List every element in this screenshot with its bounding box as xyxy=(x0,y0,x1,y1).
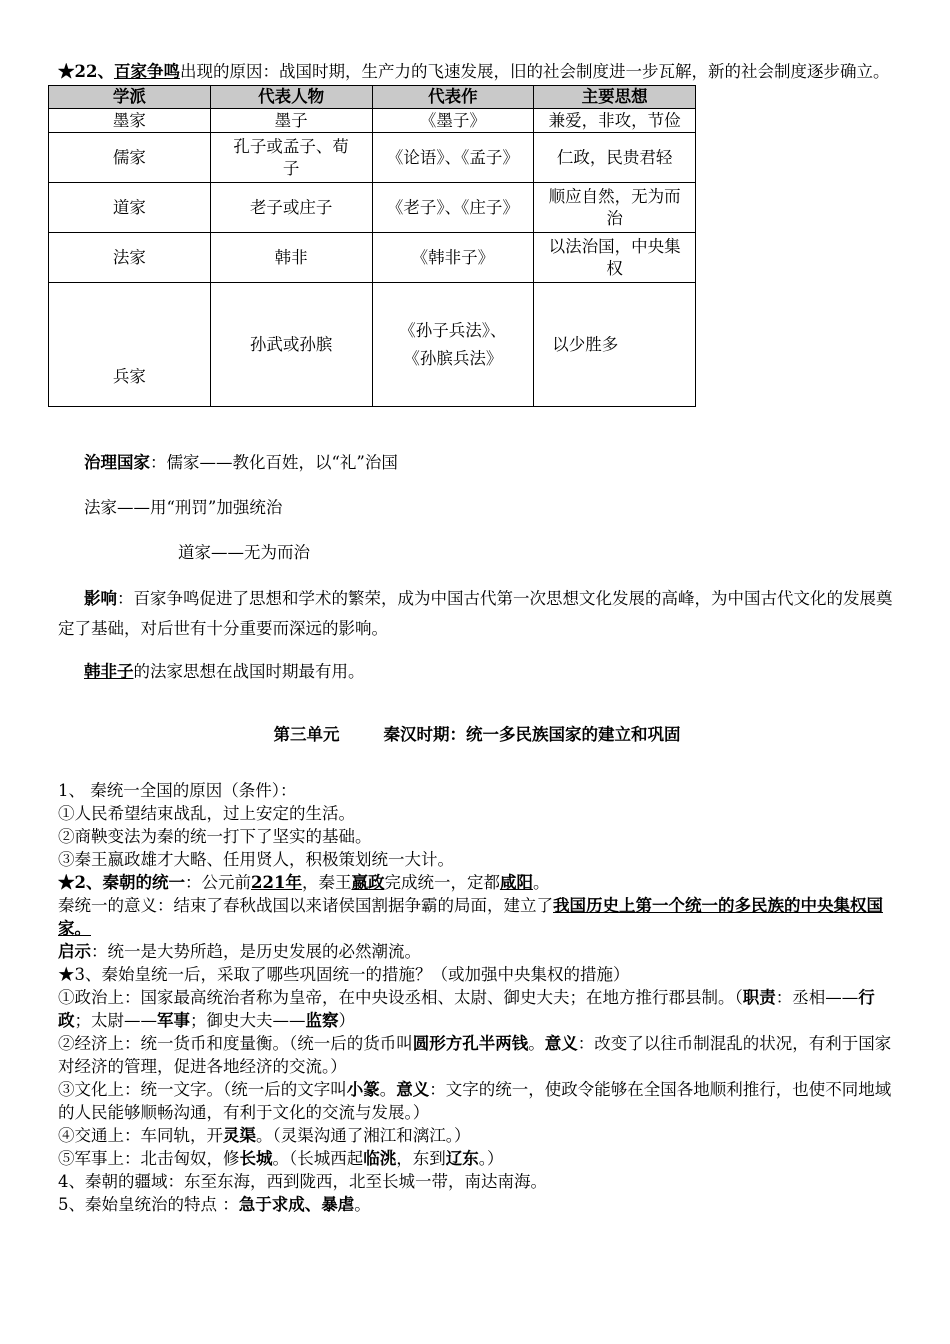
governance-label: 治理国家 xyxy=(84,453,150,472)
measure-text: 。） xyxy=(478,1149,504,1168)
measure-text: ；御史大夫—— xyxy=(190,1011,306,1030)
table-row xyxy=(49,183,696,233)
table-header-cell: 代表人物 xyxy=(210,86,372,109)
table-cell: 儒家 xyxy=(49,133,211,183)
table-cell: 法家 xyxy=(49,233,211,283)
insight xyxy=(58,940,896,963)
measure-text: ；太尉—— xyxy=(74,1011,157,1030)
governance-line: 道家——无为而治 xyxy=(178,543,310,562)
table-header-row xyxy=(49,86,696,109)
hanfei-term: 韩非子 xyxy=(84,662,134,681)
q2-text: 完成统一，定都 xyxy=(384,873,500,892)
measure-key: 监察 xyxy=(305,1011,339,1030)
table-header-cell: 代表作 xyxy=(372,86,534,109)
table-cell: 孙武或孙膑 xyxy=(210,283,372,407)
measure-text: 。（灵渠沟通了湘江和漓江。） xyxy=(256,1126,471,1145)
question-5 xyxy=(58,1193,896,1216)
reason-item: ①人民希望结束战乱，过上安定的生活。 xyxy=(58,804,355,823)
q2-king: 嬴政 xyxy=(351,873,385,892)
measure-text: ②经济上：统一货币和度量衡。（统一后的货币叫 xyxy=(58,1034,413,1053)
table-cell: 《老子》、《庄子》 xyxy=(372,183,534,233)
q5-text: 5、秦始皇统治的特点 ： xyxy=(58,1195,239,1214)
table-cell: 兼爱，非攻，节俭 xyxy=(534,109,696,133)
measure-key: 临洮 xyxy=(363,1149,397,1168)
table-cell: 《孙子兵法》、《孙膑兵法》 xyxy=(372,283,534,407)
table-cell: 仁政，民贵君轻 xyxy=(534,133,696,183)
measure-text: ：文字的统一，使政令能够在全国各地顺利推行，也使不同地域的人民能够顺畅沟通，有利于文化的交流与发展。） xyxy=(58,1080,892,1122)
intro-text: 出现的原因：战国时期，生产力的飞速发展，旧的社会制度进一步瓦解，新的社会制度逐步确立。 xyxy=(179,62,890,81)
hanfei-text: 的法家思想在战国时期最有用。 xyxy=(133,662,365,681)
measure-key: 意义 xyxy=(396,1080,430,1099)
table-cell: 道家 xyxy=(49,183,211,233)
hanfei-paragraph xyxy=(84,660,896,683)
measure-key: 小篆 xyxy=(346,1080,380,1099)
measure-text: 。 xyxy=(379,1080,397,1099)
table-cell: 以法治国，中央集权 xyxy=(534,233,696,283)
impact-paragraph xyxy=(58,584,896,644)
intro-term: 百家争鸣 xyxy=(113,62,180,81)
measure-text: ④交通上：车同轨，开 xyxy=(58,1126,223,1145)
measure-key: 辽东 xyxy=(445,1149,479,1168)
q2-year: 221年 xyxy=(250,873,302,892)
unit-content xyxy=(58,779,896,1216)
measure-key: 军事 xyxy=(157,1011,190,1030)
intro-star: ★22、 xyxy=(58,62,114,81)
governance-line xyxy=(84,451,896,474)
question-2 xyxy=(58,871,896,894)
table-row xyxy=(49,233,696,283)
measure-text: ⑤军事上：北击匈奴，修 xyxy=(58,1149,240,1168)
question-3: ★3、秦始皇统一后，采取了哪些巩固统一的措施？（或加强中央集权的措施） xyxy=(58,965,630,984)
question-4: 4、秦朝的疆域：东至东海，西到陇西，北至长城一带，南达南海。 xyxy=(58,1172,547,1191)
unit-title: 秦汉时期：统一多民族国家的建立和巩固 xyxy=(383,725,681,744)
q2-text: ，秦王 xyxy=(301,873,352,892)
measure-text: ，东到 xyxy=(396,1149,446,1168)
measure-key: 行政 xyxy=(58,988,875,1030)
table-row xyxy=(49,133,696,183)
table-cell: 以少胜多 xyxy=(534,283,696,407)
governance-text: ：儒家——教化百姓，以“礼”治国 xyxy=(150,453,398,472)
q2-label: 秦朝的统一 xyxy=(102,873,185,892)
impact-label: 影响 xyxy=(84,589,117,608)
question-1: 1、 秦统一全国的原因（条件）： xyxy=(58,781,297,800)
meaning-key: 我国历史上第一个统一的多民族的中央集权国家。 xyxy=(58,896,883,938)
measure-text: ：改变了以往币制混乱的状况，有利于国家对经济的管理，促进各地经济的交流。） xyxy=(58,1034,892,1076)
table-row xyxy=(49,283,696,407)
governance-line: 法家——用“刑罚”加强统治 xyxy=(84,498,283,517)
measure-text: 。 xyxy=(528,1034,545,1053)
governance-section xyxy=(84,451,896,564)
q2-capital: 咸阳 xyxy=(499,873,533,892)
insight-label: 启示 xyxy=(58,942,91,961)
table-cell: 《墨子》 xyxy=(372,109,534,133)
table-row xyxy=(49,109,696,133)
insight-text: ：统一是大势所趋，是历史发展的必然潮流。 xyxy=(91,942,421,961)
measure-transport xyxy=(58,1124,896,1147)
measure-political xyxy=(58,986,896,1032)
document-page xyxy=(58,60,896,1216)
meaning-text: 秦统一的意义：结束了春秋战国以来诸侯国割据争霸的局面，建立了 xyxy=(58,896,553,915)
intro-paragraph xyxy=(58,60,896,83)
measure-text: ①政治上：国家最高统治者称为皇帝，在中央设丞相、太尉、御史大夫；在地方推行郡县制。（ xyxy=(58,988,743,1007)
measure-key: 长城 xyxy=(239,1149,273,1168)
table-cell: 墨家 xyxy=(49,109,211,133)
table-header-cell: 主要思想 xyxy=(534,86,696,109)
reason-item: ③秦王嬴政雄才大略、任用贤人，积极策划统一大计。 xyxy=(58,850,454,869)
measure-text: 。（长城西起 xyxy=(272,1149,364,1168)
measure-cultural xyxy=(58,1078,896,1124)
table-cell: 墨子 xyxy=(210,109,372,133)
schools-table xyxy=(48,85,696,407)
q2-text: ：公元前 xyxy=(184,873,251,892)
table-cell: 孔子或孟子、荀子 xyxy=(210,133,372,183)
measure-key: 职责 xyxy=(742,988,776,1007)
measure-military xyxy=(58,1147,896,1170)
measure-text: ③文化上：统一文字。（统一后的文字叫 xyxy=(58,1080,347,1099)
table-cell: 顺应自然，无为而治 xyxy=(534,183,696,233)
table-cell: 《韩非子》 xyxy=(372,233,534,283)
q2-star: ★2、 xyxy=(58,873,103,892)
q5-text: 。 xyxy=(354,1195,371,1214)
unification-meaning xyxy=(58,894,896,940)
measure-text: ：丞相—— xyxy=(775,988,859,1007)
table-header-cell: 学派 xyxy=(49,86,211,109)
table-cell: 老子或庄子 xyxy=(210,183,372,233)
table-cell: 《论语》、《孟子》 xyxy=(372,133,534,183)
measure-key: 意义 xyxy=(544,1034,578,1053)
q5-key: 急于求成、暴虐 xyxy=(238,1195,355,1214)
table-cell: 韩非 xyxy=(210,233,372,283)
q2-text: 。 xyxy=(532,873,550,892)
unit-label: 第三单元 xyxy=(273,725,340,744)
impact-text: ：百家争鸣促进了思想和学术的繁荣，成为中国古代第一次思想文化发展的高峰，为中国古代文化的发展奠定了基础，对后世有十分重要而深远的影响。 xyxy=(58,589,893,638)
measure-key: 圆形方孔半两钱 xyxy=(412,1034,529,1053)
measure-economic xyxy=(58,1032,896,1078)
measure-text: ） xyxy=(338,1011,355,1030)
table-cell: 兵家 xyxy=(49,283,211,407)
reason-item: ②商鞅变法为秦的统一打下了坚实的基础。 xyxy=(58,827,372,846)
unit-heading xyxy=(58,721,896,745)
measure-key: 灵渠 xyxy=(223,1126,256,1145)
